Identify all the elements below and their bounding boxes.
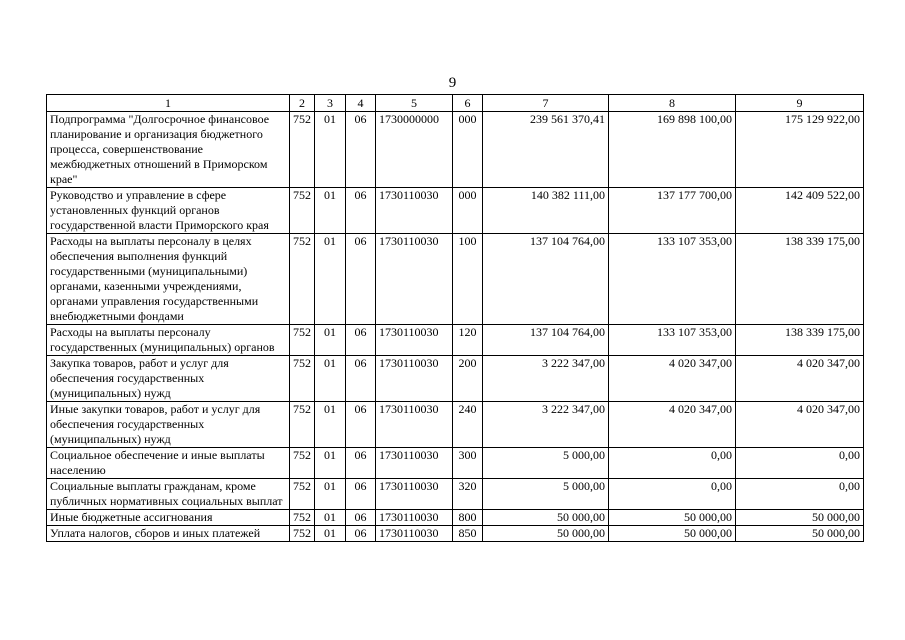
row-target-article: 1730110030 xyxy=(376,402,453,448)
row-target-article: 1730110030 xyxy=(376,356,453,402)
row-sum-col7: 140 382 111,00 xyxy=(483,188,609,234)
row-target-article: 1730110030 xyxy=(376,479,453,510)
row-grbs: 752 xyxy=(290,402,315,448)
row-sum-col9: 50 000,00 xyxy=(736,510,864,526)
row-section: 01 xyxy=(315,112,346,188)
row-sum-col7: 5 000,00 xyxy=(483,448,609,479)
row-section: 01 xyxy=(315,479,346,510)
row-sum-col7: 3 222 347,00 xyxy=(483,402,609,448)
row-grbs: 752 xyxy=(290,188,315,234)
row-expense-type: 100 xyxy=(453,234,483,325)
row-sum-col7: 50 000,00 xyxy=(483,510,609,526)
table-row xyxy=(47,234,864,325)
row-name: Руководство и управление в сфере установленных функций органов государственной власти Приморского края xyxy=(47,188,290,234)
row-target-article: 1730110030 xyxy=(376,526,453,542)
row-sum-col7: 239 561 370,41 xyxy=(483,112,609,188)
table-row xyxy=(47,510,864,526)
row-expense-type: 000 xyxy=(453,112,483,188)
row-section: 01 xyxy=(315,448,346,479)
row-sum-col8: 50 000,00 xyxy=(609,526,736,542)
table-row xyxy=(47,448,864,479)
row-sum-col9: 4 020 347,00 xyxy=(736,356,864,402)
table-row xyxy=(47,402,864,448)
row-expense-type: 200 xyxy=(453,356,483,402)
row-sum-col9: 142 409 522,00 xyxy=(736,188,864,234)
column-header: 2 xyxy=(290,95,315,112)
row-expense-type: 800 xyxy=(453,510,483,526)
table-row xyxy=(47,356,864,402)
column-header: 3 xyxy=(315,95,346,112)
row-sum-col8: 4 020 347,00 xyxy=(609,402,736,448)
row-target-article: 1730110030 xyxy=(376,510,453,526)
row-grbs: 752 xyxy=(290,510,315,526)
row-sum-col7: 137 104 764,00 xyxy=(483,325,609,356)
column-header: 9 xyxy=(736,95,864,112)
row-grbs: 752 xyxy=(290,526,315,542)
row-section: 01 xyxy=(315,526,346,542)
row-target-article: 1730000000 xyxy=(376,112,453,188)
row-sum-col7: 3 222 347,00 xyxy=(483,356,609,402)
row-name: Закупка товаров, работ и услуг для обеспечения государственных (муниципальных) нужд xyxy=(47,356,290,402)
row-expense-type: 850 xyxy=(453,526,483,542)
row-subsection: 06 xyxy=(346,479,376,510)
row-expense-type: 300 xyxy=(453,448,483,479)
budget-table xyxy=(46,94,864,542)
row-sum-col9: 138 339 175,00 xyxy=(736,234,864,325)
row-subsection: 06 xyxy=(346,402,376,448)
row-name: Иные закупки товаров, работ и услуг для обеспечения государственных (муниципальных) нужд xyxy=(47,402,290,448)
row-section: 01 xyxy=(315,234,346,325)
header-row xyxy=(47,95,864,112)
row-expense-type: 240 xyxy=(453,402,483,448)
row-sum-col9: 175 129 922,00 xyxy=(736,112,864,188)
row-grbs: 752 xyxy=(290,356,315,402)
row-grbs: 752 xyxy=(290,325,315,356)
row-sum-col7: 5 000,00 xyxy=(483,479,609,510)
row-expense-type: 320 xyxy=(453,479,483,510)
row-section: 01 xyxy=(315,188,346,234)
row-sum-col7: 137 104 764,00 xyxy=(483,234,609,325)
table-row xyxy=(47,325,864,356)
table-row xyxy=(47,188,864,234)
row-sum-col8: 0,00 xyxy=(609,479,736,510)
row-sum-col8: 133 107 353,00 xyxy=(609,325,736,356)
row-name: Расходы на выплаты персоналу в целях обеспечения выполнения функций государственными (муниципальными) органами, казенными учреждениями, органами управления государственными внебюджетными фондами xyxy=(47,234,290,325)
row-name: Уплата налогов, сборов и иных платежей xyxy=(47,526,290,542)
row-name: Социальные выплаты гражданам, кроме публичных нормативных социальных выплат xyxy=(47,479,290,510)
row-sum-col8: 169 898 100,00 xyxy=(609,112,736,188)
column-header: 7 xyxy=(483,95,609,112)
table-row xyxy=(47,112,864,188)
row-grbs: 752 xyxy=(290,448,315,479)
row-subsection: 06 xyxy=(346,448,376,479)
row-sum-col9: 0,00 xyxy=(736,448,864,479)
row-sum-col8: 50 000,00 xyxy=(609,510,736,526)
table-row xyxy=(47,479,864,510)
row-name: Иные бюджетные ассигнования xyxy=(47,510,290,526)
row-target-article: 1730110030 xyxy=(376,234,453,325)
row-subsection: 06 xyxy=(346,112,376,188)
row-expense-type: 000 xyxy=(453,188,483,234)
row-section: 01 xyxy=(315,356,346,402)
row-sum-col9: 138 339 175,00 xyxy=(736,325,864,356)
row-grbs: 752 xyxy=(290,112,315,188)
row-section: 01 xyxy=(315,510,346,526)
row-name: Социальное обеспечение и иные выплаты населению xyxy=(47,448,290,479)
row-section: 01 xyxy=(315,402,346,448)
row-sum-col9: 50 000,00 xyxy=(736,526,864,542)
row-subsection: 06 xyxy=(346,325,376,356)
column-header: 1 xyxy=(47,95,290,112)
row-subsection: 06 xyxy=(346,234,376,325)
column-header: 6 xyxy=(453,95,483,112)
row-grbs: 752 xyxy=(290,479,315,510)
row-name: Расходы на выплаты персоналу государственных (муниципальных) органов xyxy=(47,325,290,356)
row-subsection: 06 xyxy=(346,356,376,402)
row-grbs: 752 xyxy=(290,234,315,325)
row-sum-col8: 4 020 347,00 xyxy=(609,356,736,402)
row-name: Подпрограмма "Долгосрочное финансовое планирование и организация бюджетного процесса, совершенствование межбюджетных отношений в Приморском крае" xyxy=(47,112,290,188)
row-section: 01 xyxy=(315,325,346,356)
column-header: 8 xyxy=(609,95,736,112)
row-sum-col9: 4 020 347,00 xyxy=(736,402,864,448)
row-sum-col7: 50 000,00 xyxy=(483,526,609,542)
row-target-article: 1730110030 xyxy=(376,448,453,479)
row-sum-col9: 0,00 xyxy=(736,479,864,510)
row-subsection: 06 xyxy=(346,188,376,234)
table-row xyxy=(47,526,864,542)
row-sum-col8: 133 107 353,00 xyxy=(609,234,736,325)
row-subsection: 06 xyxy=(346,510,376,526)
page-number: 9 xyxy=(448,75,457,91)
row-subsection: 06 xyxy=(346,526,376,542)
column-header: 5 xyxy=(376,95,453,112)
row-sum-col8: 137 177 700,00 xyxy=(609,188,736,234)
column-header: 4 xyxy=(346,95,376,112)
row-sum-col8: 0,00 xyxy=(609,448,736,479)
row-expense-type: 120 xyxy=(453,325,483,356)
row-target-article: 1730110030 xyxy=(376,188,453,234)
row-target-article: 1730110030 xyxy=(376,325,453,356)
